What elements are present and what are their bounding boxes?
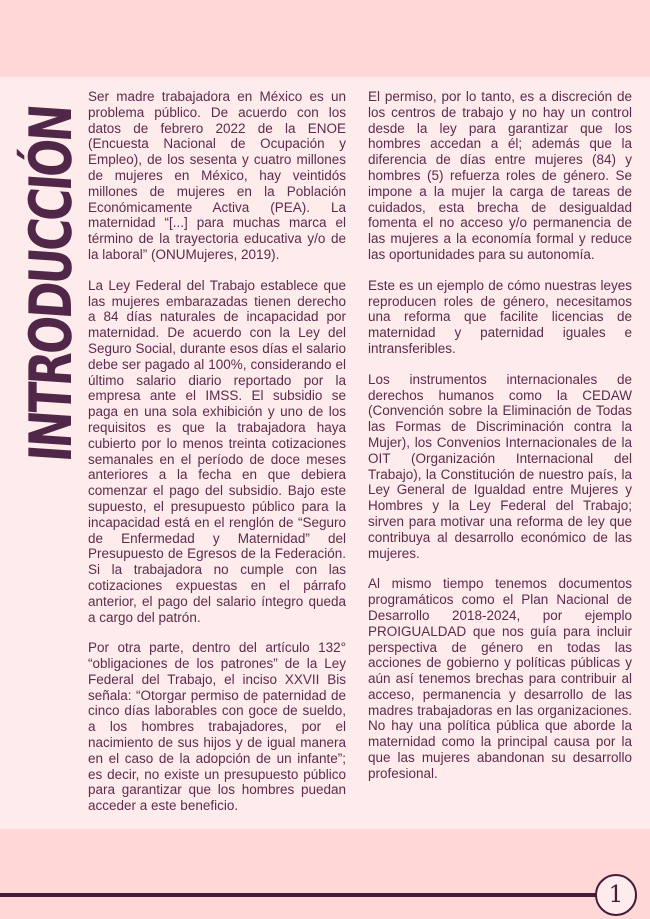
section-title-vertical <box>15 94 85 465</box>
page-number: 1 <box>608 882 624 908</box>
footer-rule <box>0 893 600 897</box>
body-columns <box>88 89 632 829</box>
paragraph: Por otra parte, dentro del artículo 132° “obligaciones de los patrones” de la Ley Federal del Trabajo, el inciso XXVII Bis señala: “Otorgar permiso de paternidad de cinco días laborables con goce de sueldo, a los hombres trabajadores, por el nacimiento de sus hijos y de igual manera en el caso de la adopción de un infante”; es decir, no existe un presupuesto público para garantizar que los hombres puedan acceder a este beneficio. <box>88 640 346 814</box>
bottom-border-band <box>0 829 650 919</box>
page-number-badge <box>595 874 637 916</box>
paragraph: El permiso, por lo tanto, es a discreción de los centros de trabajo y no hay un control desde la ley para garantizar que los hombres accedan a él; además que la diferencia de días entre mujeres (84) y hombres (5) refuerza roles de género. Se impone a la mujer la carga de tareas de cuidados, esta brecha de desigualdad fomenta el no acceso y/o permanencia de las mujeres a la economía formal y reduce las oportunidades para su autonomía. <box>368 89 632 262</box>
paragraph: Al mismo tiempo tenemos documentos programáticos como el Plan Nacional de Desarrollo 2018-2024, por ejemplo PROIGUALDAD que nos guía para incluir perspectiva de género en todas las acciones de gobierno y políticas públicas y aún así tenemos brechas para contribuir al acceso, permanencia y desarrollo de las madres trabajadoras en las organizaciones. No hay una política pública que aborde la maternidad como la principal causa por la que las mujeres abandonan su desarrollo profesional. <box>368 576 632 781</box>
top-border-band <box>0 0 650 77</box>
right-column <box>368 89 632 829</box>
paragraph: Ser madre trabajadora en México es un problema público. De acuerdo con los datos de febrero 2022 de la ENOE (Encuesta Nacional de Ocupación y Empleo), de los sesenta y cuatro millones de mujeres en México, hay veintidós millones de mujeres en la Población Económicamente Activa (PEA). La maternidad “[...] para muchas marca el término de la trayectoria educativa y/o de la laboral” (ONUMujeres, 2019). <box>88 89 346 262</box>
paragraph: Este es un ejemplo de cómo nuestras leyes reproducen roles de género, necesitamos una reforma que facilite licencias de maternidad y paternidad iguales e intransferibles. <box>368 277 632 356</box>
paragraph: La Ley Federal del Trabajo establece que las mujeres embarazadas tienen derecho a 84 días naturales de incapacidad por maternidad. De acuerdo con la Ley del Seguro Social, durante esos días el salario debe ser pagado al 100%, considerando el último salario diario reportado por la empresa ante el IMSS. El subsidio se paga en una sola exhibición y uno de los requisitos es que la trabajadora haya cubierto por lo menos treinta cotizaciones semanales en el período de doce meses anteriores a la fecha en que debiera comenzar el pago del subsidio. Bajo este supuesto, el presupuesto público para la incapacidad está en el renglón de “Seguro de Enfermedad y Maternidad” del Presupuesto de Egresos de la Federación. Si la trabajadora no cumple con las cotizaciones expuestas en el párrafo anterior, el pago del salario íntegro queda a cargo del patrón. <box>88 277 346 625</box>
paragraph: Los instrumentos internacionales de derechos humanos como la CEDAW (Convención sobre la Eliminación de Todas las Formas de Discriminación contra la Mujer), los Convenios Internacionales de la OIT (Organización Internacional del Trabajo), la Constitución de nuestro país, la Ley General de Igualdad entre Mujeres y Hombres y la Ley Federal del Trabajo; sirven para motivar una reforma de ley que contribuya al desarrollo económico de las mujeres. <box>368 371 632 561</box>
section-title <box>15 94 85 465</box>
section-title-label: INTRODUCCIÓN <box>15 104 85 465</box>
left-column <box>88 89 346 829</box>
